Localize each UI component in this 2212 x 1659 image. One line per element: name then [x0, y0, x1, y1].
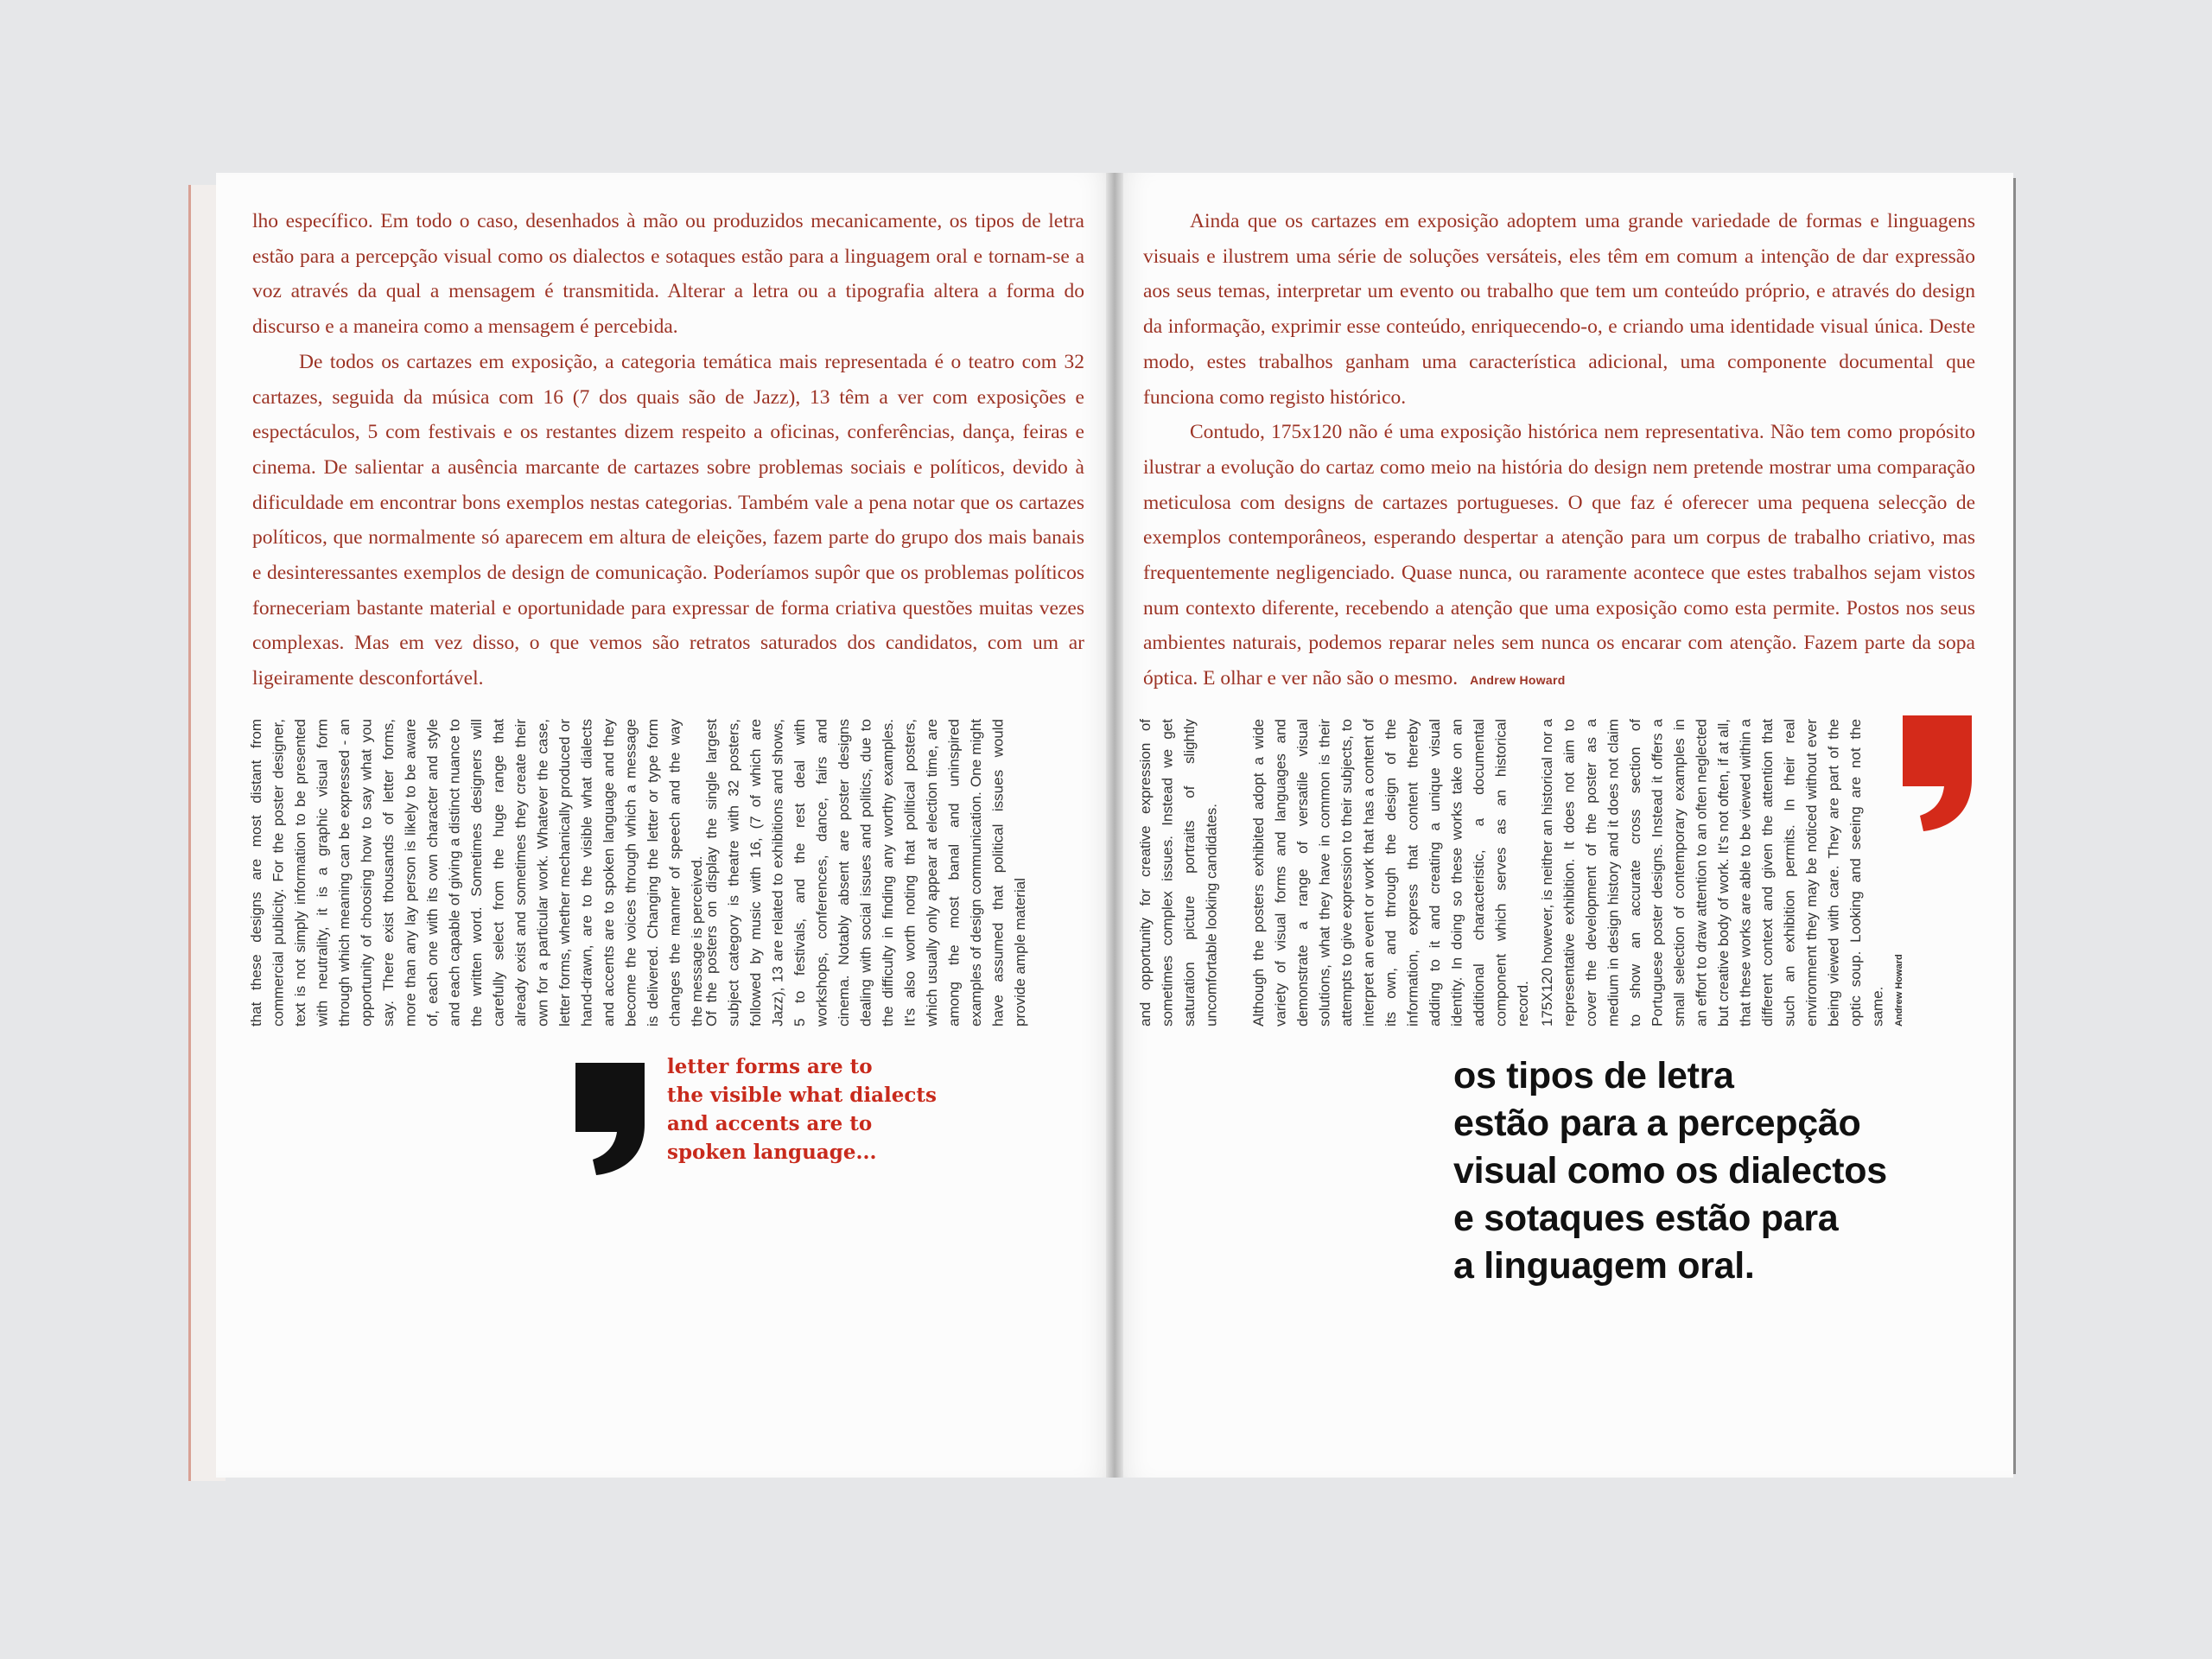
quote-mark-icon — [1901, 715, 1972, 836]
english-text: that these designs are most distant from commercial publicity. For the poster designer, text is not simply information to be presented with neutrality, it is a graphic visual form through which meaning can be expressed - an opportunity of choosing how to say what you say. There exist thousands of letter forms, more than any lay person is likely to be aware of, each one with its own character and style and each capable of giving a distinct nuance to the written word. Sometimes designers will carefully select from the huge range that already exist and sometimes they create their own for a particular work. Whatever the case, letter forms, whether mechanically produced or hand-drawn, are to the visible what dialects and accents are to spoken language and they become the voices through which a message is delivered. Changing the letter or type form changes the manner of speech and the way the message is perceived. — [248, 719, 705, 1027]
right-portuguese-text — [1143, 204, 1975, 698]
english-text: 175X120 however, is neither an historical nor a representative exhibition. It does not aim to cover the development of the poster as a medium in design history and it does not claim to show an accurate cross section of Portuguese poster designs. Instead it offers a small selection of contemporary examples in an effort to draw attention to an often neglected but creative body of work. It's not often, if at all, that these works are able to be viewed within a different context and given the attention that such an exhibition permits. In their real environment they may be noticed without ever being viewed with care. They are part of the optic soup. Looking and seeing are not the same. — [1539, 719, 1886, 1027]
paragraph — [1143, 415, 1975, 698]
pull-quote-portuguese — [1453, 1052, 1937, 1290]
author-attribution: Andrew Howard — [1470, 673, 1566, 688]
pull-quote-line: estão para a percepção — [1453, 1103, 1861, 1144]
english-text: Of the posters on display the single largest subject category is theatre with 32 posters, followed by music with 16, (7 of which are Jazz), 13 are related to exhibitions and shows, 5 to festivals, and the rest deal with workshops, conferences, dance, fairs and cinema. Notably absent are poster designs dealing with social issues and politics, due to the difficulty in finding any worthy examples. It's also worth noting that political posters, which usually only appear at election time, are among the most banal and uninspired examples of design communication. One might have assumed that political issues would provide ample material — [703, 719, 1028, 1027]
left-portuguese-text — [252, 204, 1084, 696]
paragraph-text: Contudo, 175x120 não é uma exposição histórica nem representativa. Não tem como propósito ilustrar a evolução do cartaz como meio na história do design nem pretende mostrar uma comparação meticulosa com designs de cartazes portugueses. O que faz é oferecer uma pequena selecção de exemplos contemporâneos, esperando despertar a atenção para um corpus de trabalho criativo, mas frequentemente negligenciado. Quase nunca, ou raramente acontece que estes trabalhos sejam vistos num contexto diferente, recebendo a atenção que uma exposição como esta permite. Postos nos seus ambientes naturais, podemos reparar neles sem nunca os encarar com atenção. Fazem parte da sopa óptica. E olhar e ver não são o mesmo. — [1143, 421, 1975, 690]
english-column-1 — [245, 719, 728, 1027]
pull-quote-english — [667, 1052, 937, 1166]
pull-quote-line: a linguagem oral. — [1453, 1245, 1755, 1287]
english-column-4 — [1248, 719, 1571, 1027]
pull-quote-line: letter forms are to — [667, 1055, 873, 1078]
english-column-2 — [701, 719, 1055, 1027]
english-text: and opportunity for creative expression of sometimes complex issues. Instead we get saturation picture portraits of slightly uncomfortable looking candidates. — [1137, 719, 1220, 1027]
book-spine — [1106, 173, 1123, 1478]
english-text: Although the posters exhibited adopt a wide variety of visual forms and languages and demonstrate a range of versatile visual solutions, what they have in common is their attempts to give expression to their subjects, to interpret an event or work that has a content of its own, and through the design of the information, express that content thereby adding to it and creating a unique visual identity. In doing so these works take on an additional characteristic, a documental component which serves as an historical record. — [1250, 719, 1531, 1027]
pull-quote-line: os tipos de letra — [1453, 1055, 1734, 1096]
pull-quote-line: the visible what dialects — [667, 1084, 937, 1107]
english-column-3 — [1135, 719, 1266, 1027]
quote-mark-icon — [574, 1063, 645, 1179]
pull-quote-line: visual como os dialectos — [1453, 1150, 1887, 1192]
english-attribution: Andrew Howard — [1894, 954, 1904, 1027]
paragraph: Ainda que os cartazes em exposição adoptem uma grande variedade de formas e linguagens visuais e ilustrem uma série de soluções versáteis, eles têm em comum a intenção de dar expressão aos seus temas, interpretar um evento ou trabalho que tem um conteúdo próprio, e através do design da informação, exprimir esse conteúdo, enriquecendo-o, e criando uma identidade visual única. Deste modo, estes trabalhos ganham uma característica adicional, uma componente documental que funciona como registo histórico. — [1143, 210, 1975, 409]
paragraph: De todos os cartazes em exposição, a categoria temática mais representada é o teatro com 32 cartazes, seguida da música com 16 (7 dos quais são de Jazz), 13 têm a ver com exposições e espectáculos, 5 com festivais e os restantes dizem respeito a oficinas, conferências, dança, feiras e cinema. De salientar a ausência marcante de cartazes sobre problemas sociais e políticos, devido à dificuldade em encontrar bons exemplos nestas categorias. Também vale a pena notar que os cartazes políticos, que normalmente só aparecem em altura de eleições, fazem parte do grupo dos mais banais e desinteressantes exemplos de design de comunicação. Poderíamos supôr que os problemas políticos forneceriam bastante material e oportunidade para expressar de forma criativa questões muitas vezes complexas. Mas em vez disso, o que vemos são retratos saturados dos candidatos, com um ar ligeiramente desconfortável. — [252, 350, 1084, 690]
pull-quote-line: spoken language... — [667, 1141, 877, 1164]
pull-quote-line: e sotaques estão para — [1453, 1198, 1839, 1239]
pull-quote-line: and accents are to — [667, 1112, 873, 1135]
paragraph: lho específico. Em todo o caso, desenhados à mão ou produzidos mecanicamente, os tipos de letra estão para a percepção visual como os dialectos e sotaques estão para a linguagem oral e tornam-se a voz através da qual a mensagem é transmitida. Alterar a letra ou a tipografia altera a forma do discurso e a maneira como a mensagem é percebida. — [252, 210, 1084, 339]
english-column-5 — [1536, 719, 1904, 1027]
